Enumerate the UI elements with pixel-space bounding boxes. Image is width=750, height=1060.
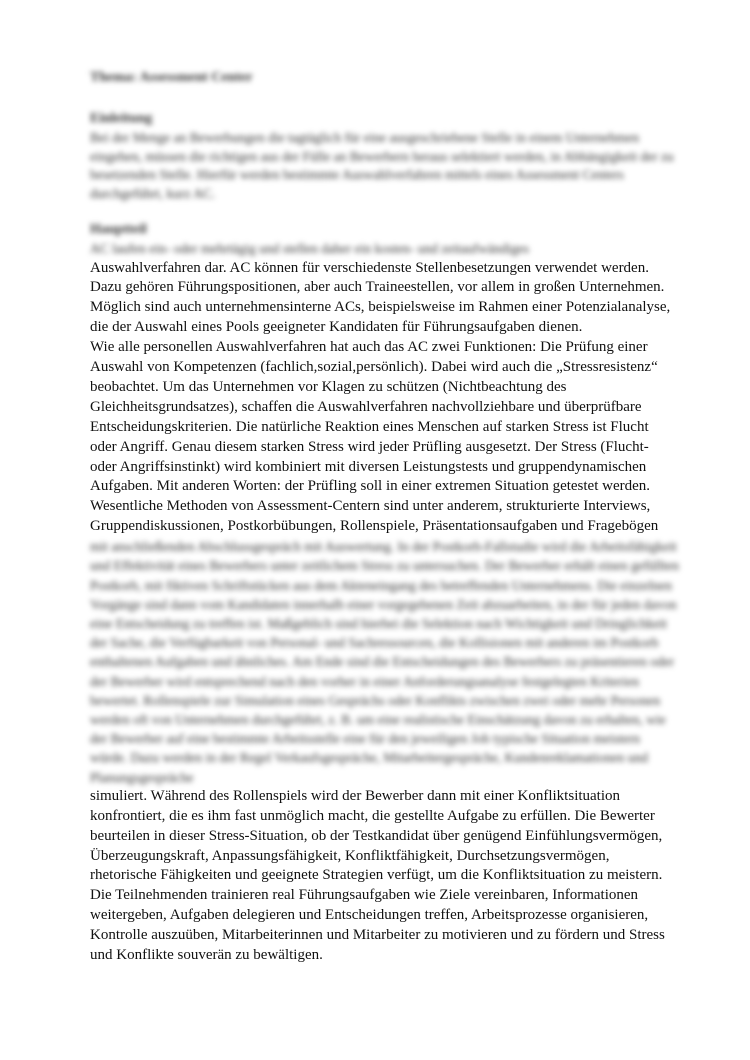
main-visible-block-1: [90, 259, 680, 538]
text-line: und Konflikte souverän zu bewältigen.: [90, 947, 323, 964]
main-section: [90, 222, 680, 966]
text-line: Auswahlverfahren dar. AC können für verschiedenste Stellenbesetzungen verwendet werden.: [90, 259, 649, 276]
text-line: die der Auswahl eines Pools geeigneter Kandidaten für Führungsaufgaben dienen.: [90, 319, 583, 336]
main-first-line-blurred: AC laufen ein- oder mehrtägig und stellen daher ein kosten- und zeitaufwändiges: [90, 241, 529, 256]
main-heading: Hauptteil: [90, 222, 147, 237]
text-line: Möglich sind auch unternehmensinterne ACs, beispielsweise im Rahmen einer Potenzialanalyse,: [90, 299, 671, 316]
text-line: simuliert. Während des Rollenspiels wird der Bewerber dann mit einer Konfliktsituation: [90, 787, 621, 804]
text-line: Wie alle personellen Auswahlverfahren hat auch das AC zwei Funktionen: Die Prüfung einer: [90, 339, 648, 356]
text-line: Gleichheitsgrundsatzes), schaffen die Auswahlverfahren nachvollziehbare und überprüfbare: [90, 398, 642, 415]
text-line: beobachtet. Um das Unternehmen vor Klagen zu schützen (Nichtbeachtung des: [90, 378, 567, 395]
text-line: Kontrolle auszuüben, Mitarbeiterinnen und Mitarbeiter zu motivieren und zu fördern und Stress: [90, 927, 665, 944]
text-line: oder Angriff. Genau diesem starken Stress wird jeder Prüfling ausgesetzt. Der Stress (Flucht-: [90, 438, 649, 455]
text-line: Auswahl von Kompetenzen (fachlich,sozial,persönlich). Dabei wird auch die „Stressresistenz“: [90, 359, 658, 376]
text-line: Aufgaben. Mit anderen Worten: der Prüfling soll in einer extremen Situation getestet werden.: [90, 478, 651, 495]
text-line: konfrontiert, die es ihm fast unmöglich macht, die gestellte Aufgabe zu erfüllen. Die Bewerter: [90, 807, 655, 824]
text-line: beurteilen in dieser Stress-Situation, ob der Testkandidat über genügend Einfühlungsvermögen,: [90, 827, 663, 844]
text-line: Dazu gehören Führungspositionen, aber auch Traineestellen, vor allem in großen Unternehmen.: [90, 279, 665, 296]
text-line: oder Angriffsinstinkt) wird kombiniert mit diversen Leistungstests und gruppendynamischen: [90, 458, 647, 475]
main-blurred-middle: mit anschließenden Abschlussgespräch mit Auswertung. In der Postkorb-Fallstudie wird die Arbeitsfähigkeit und Effektivität eines Bewerbers unter zeitlichem Stress zu untersuchen. Der Bewerber erhält einen gefüllten Postkorb, mit fiktiven Schriftstücken aus dem Akteneingang des betreffenden Unternehmens. Die einzelnen Vorgänge sind dann vom Kandidaten innerhalb einer vorgegebenen Zeit abzuarbeiten, in der für jeden davon eine Entscheidung zu treffen ist. Maßgeblich sind hierbei die Selektion nach Wichtigkeit und Dringlichkeit der Sache, die Verfügbarkeit von Personal- und Sachressourcen, die Kollisionen mit anderen im Postkorb enthaltenen Aufgaben und ähnliches. Am Ende sind die Entscheidungen des Bewerbers zu präsentieren oder der Bewerber wird entsprechend nach den vorher in einer Anforderungsanalyse festgelegten Kriterien bewertet. Rollenspiele zur Simulation eines Gesprächs oder Konflikts zwischen zwei oder mehr Personen werden oft von Unternehmen durchgeführt, z. B. um eine realistische Einschätzung davon zu erhalten, wie der Bewerber auf eine bestimmte Arbeitsstelle eine für den jeweiligen Job typische Situation meistern würde. Dazu werden in der Regel Verkaufsgespräche, Mitarbeitergespräche, Kundenreklamationen und Planungsgespräche: [90, 539, 680, 785]
text-line: Überzeugungskraft, Anpassungsfähigkeit, Konfliktfähigkeit, Durchsetzungsvermögen,: [90, 847, 610, 864]
text-line: Gruppendiskussionen, Postkorbübungen, Rollenspiele, Präsentationsaufgaben und Fragebögen: [90, 518, 659, 535]
main-visible-block-2: [90, 787, 680, 966]
text-line: Die Teilnehmenden trainieren real Führungsaufgaben wie Ziele vereinbaren, Informationen: [90, 887, 639, 904]
intro-heading: Einleitung: [90, 111, 153, 126]
text-line: Entscheidungskriterien. Die natürliche Reaktion eines Menschen auf starken Stress ist Flucht: [90, 418, 649, 435]
intro-section: [90, 111, 675, 203]
text-line: rhetorische Fähigkeiten und geeignete Strategien verfügt, um die Konfliktsituation zu meistern.: [90, 867, 663, 884]
intro-text: Bei der Menge an Bewerbungen die tagtäglich für eine ausgeschriebene Stelle in einem Unternehmen eingehen, müssen die richtigen aus der Fülle an Bewerbern heraus selektiert werden, in Abhängigkeit der zu besetzenden Stelle. Hierfür werden bestimmte Auswahlverfahren mittels eines Assessment Centers durchgeführt, kurz AC.: [90, 130, 674, 201]
text-line: Wesentliche Methoden von Assessment-Centern sind unter anderem, strukturierte Interviews,: [90, 498, 651, 515]
text-line: weitergeben, Aufgaben delegieren und Entscheidungen treffen, Arbeitsprozesse organisieren,: [90, 907, 649, 924]
document-title: Thema: Assessment Center: [90, 70, 253, 85]
